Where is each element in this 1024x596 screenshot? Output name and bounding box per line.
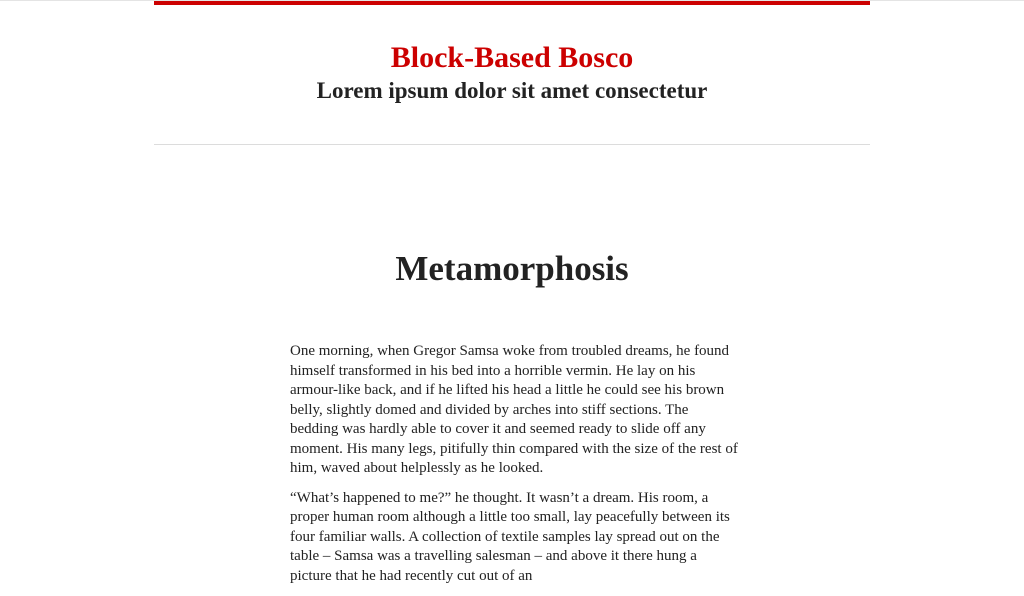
header-divider	[154, 144, 870, 145]
post-content	[290, 342, 740, 596]
paragraph: “What’s happened to me?” he thought. It wasn’t a dream. His room, a proper human room although a little too small, lay peacefully between its four familiar walls. A collection of textile samples lay spread out on the table – Samsa was a travelling salesman – and above it there hung a picture that he had recently cut out of an	[290, 489, 730, 584]
header-accent-bar	[154, 1, 870, 5]
site-tagline: Lorem ipsum dolor sit amet consectetur	[316, 78, 708, 103]
paragraph: One morning, when Gregor Samsa woke from troubled dreams, he found himself transformed in his bed into a horrible vermin. He lay on his armour-like back, and if he lifted his head a little he could see his brown belly, slightly domed and divided by arches into stiff sections. The bedding was hardly able to cover it and seemed ready to slide off any moment. His many legs, pitifully thin compared with the size of the rest of him, waved about helplessly as he looked.	[290, 343, 738, 476]
post-title: Metamorphosis	[395, 249, 629, 288]
site-title[interactable]: Block-Based Bosco	[390, 41, 634, 74]
